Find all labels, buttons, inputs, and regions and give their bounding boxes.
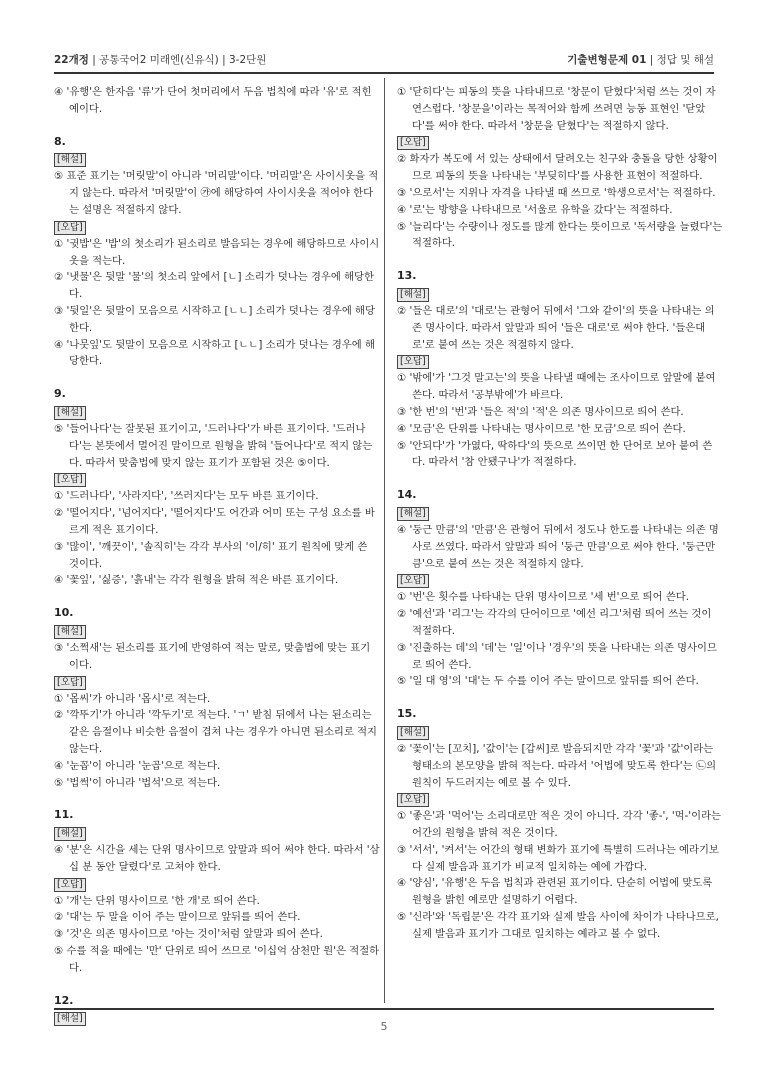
answer-item: ② '대'는 두 말을 이어 주는 말이므로 앞뒤를 띄어 쓴다. xyxy=(54,911,301,924)
section-tag: [오답] xyxy=(54,676,86,690)
right-column xyxy=(397,84,723,943)
section-tag: [오답] xyxy=(54,473,86,487)
header-doc-title xyxy=(567,52,714,67)
section-tag: [오답] xyxy=(397,574,429,588)
header-rule xyxy=(54,72,714,74)
answer-item: ② '떨어지다', '넘어지다', '떨어지다'도 어간과 어미 또는 구성 요소를 바르게 적은 표기이다. xyxy=(54,507,375,536)
section-tag: [해설] xyxy=(54,827,86,841)
answer-item: ④ '분'은 시간을 세는 단위 명사이므로 앞말과 띄어 써야 한다. 따라서 '삼십 분 동안 달렸다'로 고쳐야 한다. xyxy=(54,844,380,873)
answer-item: ④ '모금'은 단위를 나타내는 명사이므로 '한 모금'으로 띄어 쓴다. xyxy=(397,422,686,435)
section-tag: [해설] xyxy=(397,507,429,521)
answer-item: ① '몹씨'가 아니라 '몹시'로 적는다. xyxy=(54,692,211,705)
answer-item: ② '들은 대로'의 '대로'는 관형어 뒤에서 '그와 같이'의 뜻을 나타내는 의존 명사이다. 따라서 앞말과 띄어 '들은 대로'로 써야 한다. '들은대로'로 붙여 쓰는 것은 적절하지 않다. xyxy=(397,304,715,351)
header-title: 기출변형문제 01 xyxy=(567,54,647,66)
header-course: | 공통국어2 미래엔(신유식) | 3-2단원 xyxy=(88,54,267,66)
answer-item: ② '깍뚜기'가 아니라 '깍두기'로 적는다. 'ㄱ' 받침 뒤에서 나는 된소리는 같은 음절이나 비슷한 음절이 겹쳐 나는 경우가 아니면 된소리로 적지 않는다. xyxy=(54,709,377,755)
answer-item: ② '냇물'은 뒷말 '물'의 첫소리 앞에서 [ㄴ] 소리가 덧나는 경우에 해당한다. xyxy=(54,271,374,301)
section-tag: [해설] xyxy=(54,153,86,167)
question-number: 13. xyxy=(397,269,417,283)
answer-item: ① '드러나다', '사라지다', '쓰러지다'는 모두 바른 표기이다. xyxy=(54,490,319,503)
section-tag: [오답] xyxy=(397,136,429,150)
section-tag: [해설] xyxy=(54,1012,86,1026)
answer-item: ⑤ '들어나다'는 잘못된 표기이고, '드러나다'가 바른 표기이다. '드러나다'는 본뜻에서 멀어진 말이므로 원형을 밝혀 '들어나다'로 적지 않는다. 따라서 맞춤법에 맞지 않는 표기가 포함된 것은 ⑤이다. xyxy=(54,422,373,469)
answer-item: ③ '진출하는 데'의 '데'는 '일'이나 '경우'의 뜻을 나타내는 의존 명사이므로 띄어 쓴다. xyxy=(397,641,717,671)
question-number: 15. xyxy=(397,707,417,721)
section-tag: [해설] xyxy=(54,625,86,639)
section-tag: [오답] xyxy=(54,878,86,892)
answer-item: ⑤ '늘리다'는 수량이나 정도를 많게 한다는 뜻이므로 '독서량을 늘렸다'는 적절하다. xyxy=(397,220,723,250)
answer-item: ③ '것'은 의존 명사이므로 '아는 것이'처럼 앞말과 띄어 쓴다. xyxy=(54,928,323,941)
answer-item: ④ '나뭇잎'도 뒷말이 모음으로 시작하고 [ㄴㄴ] 소리가 덧나는 경우에 해당한다. xyxy=(54,338,375,368)
answer-item: ① '개'는 단위 명사이므로 '한 개'로 띄어 쓴다. xyxy=(54,894,260,907)
answer-item: ⑤ 표준 표기는 '머릿말'이 아니라 '머리말'이다. '머리말'은 사이시옷을 적지 않는다. 따라서 '머릿말'이 ㉮에 해당하여 사이시옷을 적어야 한다는 설명은 적절하지 않다. xyxy=(54,170,379,216)
answer-item: ④ '양심', '유행'은 두음 법칙과 관련된 표기이다. 단순히 어법에 맞도록 원형을 밝힌 예로만 설명하기 어렵다. xyxy=(397,877,713,907)
page-number: 5 xyxy=(380,1020,388,1033)
answer-item: ③ '뒷일'은 뒷말이 모음으로 시작하고 [ㄴㄴ] 소리가 덧나는 경우에 해당한다. xyxy=(54,304,375,334)
page-header xyxy=(54,52,714,72)
answer-item: ④ '꽃잎', '싫증', '흙내'는 각각 원형을 밝혀 적은 바른 표기이다. xyxy=(54,574,339,587)
answer-item: ⑤ 수를 적을 때에는 '만' 단위로 띄어 쓰므로 '이십억 삼천만 원'은 적절하다. xyxy=(54,945,380,974)
section-tag: [오답] xyxy=(54,221,86,235)
answer-item: ② 화자가 복도에 서 있는 상태에서 달려오는 친구와 충돌을 당한 상황이므로 피동의 뜻을 나타내는 '부딪히다'를 사용한 표현이 적절하다. xyxy=(397,153,718,183)
question-number: 9. xyxy=(54,387,66,401)
answer-item: ① '밖에'가 '그것 말고는'의 뜻을 나타낼 때에는 조사이므로 앞말에 붙여 쓴다. 따라서 '공부밖에'가 바르다. xyxy=(397,372,716,402)
answer-item: ① '번'은 횟수를 나타내는 단위 명사이므로 '세 번'으로 띄어 쓴다. xyxy=(397,591,690,604)
section-tag: [해설] xyxy=(54,406,86,420)
answer-item: ② '예선'과 '리그'는 각각의 단어이므로 '예선 리그'처럼 띄어 쓰는 것이 적절하다. xyxy=(397,608,712,637)
answer-item: ③ '으로서'는 지위나 자격을 나타낼 때 쓰므로 '학생으로서'는 적절하다. xyxy=(397,186,716,199)
answer-item: ④ '둥근 만큼'의 '만큼'은 관형어 뒤에서 정도나 한도를 나타내는 의존 명사로 쓰였다. 따라서 앞말과 띄어 '둥근 만큼'으로 써야 한다. '둥근만큼'으로 붙여 쓰는 것은 적절하지 않다. xyxy=(397,523,719,570)
section-tag: [오답] xyxy=(397,793,429,807)
answer-item: ① '닫히다'는 피동의 뜻을 나타내므로 '창문이 닫혔다'처럼 쓰는 것이 자연스럽다. '창문을'이라는 목적어와 함께 쓰려면 능동 표현인 '닫았다'를 써야 한다. 따라서 '창문을 닫혔다'는 적절하지 않다. xyxy=(397,86,716,132)
answer-item: ⑤ '신라'와 '독립문'은 각각 표기와 실제 발음 사이에 차이가 나타나므로, 실제 발음과 표기가 그대로 일치하는 예라고 볼 수 없다. xyxy=(397,911,719,940)
left-column xyxy=(54,84,380,1027)
question-number: 10. xyxy=(54,606,74,620)
section-tag: [해설] xyxy=(397,726,429,740)
answer-item: ② '꽃이'는 [꼬치], '값이'는 [갑씨]로 발음되지만 각각 '꽃'과 '값'이라는 형태소의 본모양을 밝혀 적는다. 따라서 '어법에 맞도록 한다'는 ㉡의 원칙이 두드러지는 예로 볼 수 있다. xyxy=(397,742,717,789)
answer-item: ③ '많이', '깨끗이', '솔직히'는 각각 부사의 '이/히' 표기 원칙에 맞게 쓴 것이다. xyxy=(54,540,368,570)
section-tag: [오답] xyxy=(397,355,429,369)
header-course-info xyxy=(54,52,266,67)
question-number: 11. xyxy=(54,808,74,822)
section-tag: [해설] xyxy=(397,288,429,302)
column-divider xyxy=(384,78,385,1003)
answer-item: ⑤ '법썩'이 아니라 '법석'으로 적는다. xyxy=(54,776,221,789)
answer-item: ③ '한 번'의 '번'과 '들은 적'의 '적'은 의존 명사이므로 띄어 쓴다. xyxy=(397,405,684,418)
question-number: 8. xyxy=(54,134,66,148)
question-number: 12. xyxy=(54,993,74,1007)
footer-rule xyxy=(54,1008,714,1010)
answer-item: ③ '소쩍새'는 된소리를 표기에 반영하여 적는 말로, 맞춤법에 맞는 표기이다. xyxy=(54,641,371,671)
answer-item: ① '좋은'과 '먹어'는 소리대로만 적은 것이 아니다. 각각 '좋-', '먹-'이라는 어간의 원형을 밝혀 적은 것이다. xyxy=(397,810,721,840)
answer-item: ④ '눈꼽'이 아니라 '눈곱'으로 적는다. xyxy=(54,759,221,772)
answer-item: ④ '유행'은 한자음 '류'가 단어 첫머리에서 두음 법칙에 따라 '유'로 적힌 예이다. xyxy=(54,86,372,115)
header-subtitle: | 정답 및 해설 xyxy=(646,54,714,66)
question-number: 14. xyxy=(397,488,417,502)
header-curriculum: 22개정 xyxy=(54,54,89,66)
answer-item: ① '귓밥'은 '밥'의 첫소리가 된소리로 발음되는 경우에 해당하므로 사이시옷을 적는다. xyxy=(54,237,380,267)
answer-item: ③ '서서', '켜서'는 어간의 형태 변화가 표기에 특별히 드러나는 예라기보다 실제 발음과 표기가 비교적 일치하는 예에 가깝다. xyxy=(397,843,719,873)
answer-item: ⑤ '안되다'가 '가엾다, 딱하다'의 뜻으로 쓰이면 한 단어로 보아 붙여 쓴다. 따라서 '참 안됐구나'가 적절하다. xyxy=(397,439,713,469)
answer-item: ④ '로'는 방향을 나타내므로 '서울로 유학을 갔다'는 적절하다. xyxy=(397,203,673,216)
answer-item: ⑤ '일 대 영'의 '대'는 두 수를 이어 주는 말이므로 앞뒤를 띄어 쓴다. xyxy=(397,675,699,688)
